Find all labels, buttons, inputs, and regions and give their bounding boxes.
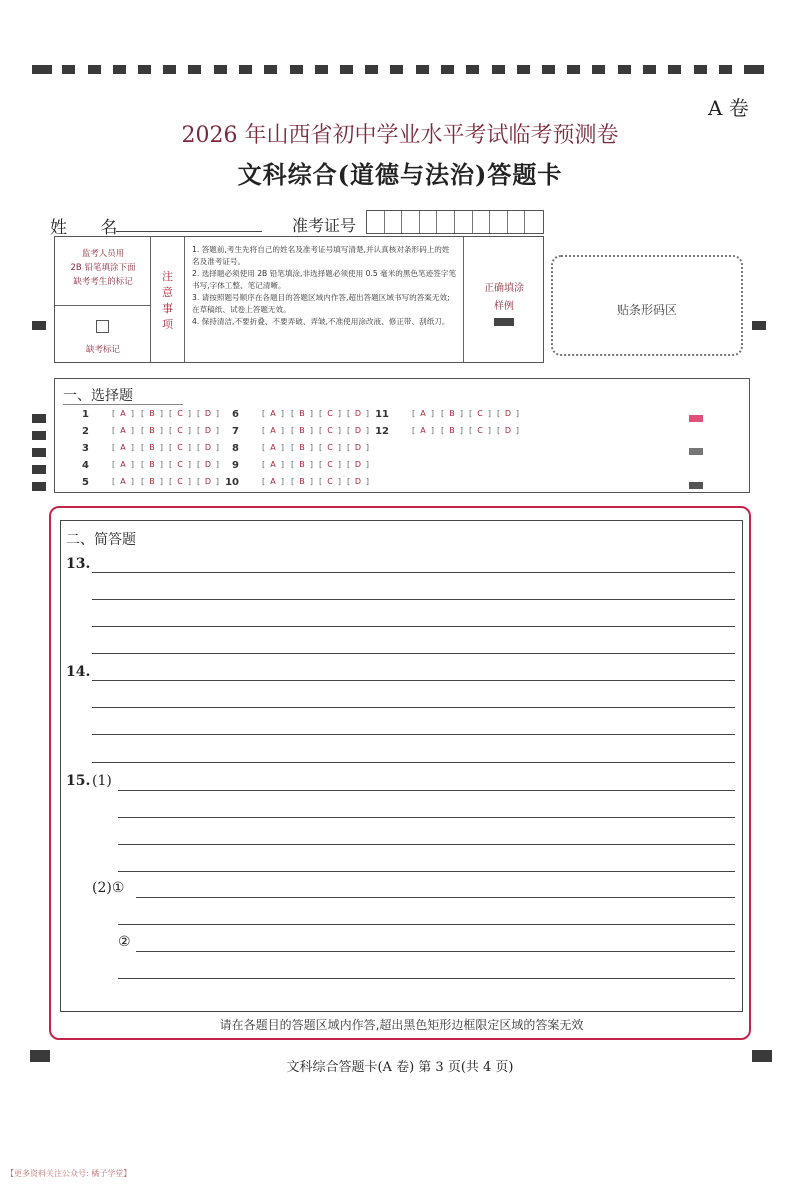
timing-mark	[719, 65, 732, 74]
option-bubble-d[interactable]: [ D ]	[348, 409, 368, 420]
timing-mark	[138, 65, 151, 74]
answer-line[interactable]	[92, 707, 735, 708]
boundary-note: 请在各题目的答题区域内作答,超出黑色矩形边框限定区域的答案无效	[219, 1018, 584, 1032]
mc-question-number: 1	[82, 409, 89, 420]
multiple-choice-section	[54, 378, 750, 493]
mc-question-number: 5	[82, 477, 89, 488]
page-footer: 文科综合答题卡(A 卷) 第 3 页(共 4 页)	[286, 1060, 514, 1075]
mc-title-underline	[63, 404, 183, 405]
timing-mark	[390, 65, 403, 74]
answer-line[interactable]	[92, 762, 735, 763]
option-bubble-a[interactable]: [ A ]	[413, 409, 433, 420]
question-14-number: 14.	[66, 664, 91, 680]
option-bubble-a[interactable]: [ A ]	[413, 426, 433, 437]
option-bubble-a[interactable]: [ A ]	[113, 409, 133, 420]
proctor-instructions: 监考人员用 2B 铅笔填涂下面 缺考考生的标记	[55, 237, 151, 306]
option-bubble-b[interactable]: [ B ]	[142, 426, 162, 437]
option-bubble-c[interactable]: [ C ]	[470, 426, 490, 437]
mc-question	[65, 409, 225, 421]
option-bubble-c[interactable]: [ C ]	[320, 409, 340, 420]
timing-mark	[689, 482, 703, 489]
timing-mark	[466, 65, 479, 74]
option-bubble-a[interactable]: [ A ]	[113, 460, 133, 471]
mc-question	[65, 460, 225, 472]
option-bubble-c[interactable]: [ C ]	[170, 477, 190, 488]
option-bubble-b[interactable]: [ B ]	[442, 426, 462, 437]
answer-line[interactable]	[118, 790, 735, 791]
proctor-cell	[55, 237, 151, 362]
option-bubble-b[interactable]: [ B ]	[292, 426, 312, 437]
timing-mark	[668, 65, 681, 74]
mc-question-number: 8	[232, 443, 239, 454]
timing-mark	[441, 65, 454, 74]
option-bubble-d[interactable]: [ D ]	[498, 426, 518, 437]
timing-mark	[264, 65, 277, 74]
option-bubble-c[interactable]: [ C ]	[170, 426, 190, 437]
answer-line[interactable]	[136, 951, 735, 952]
option-bubble-d[interactable]: [ D ]	[348, 443, 368, 454]
timing-mark	[689, 415, 703, 422]
mc-question-number: 9	[232, 460, 239, 471]
option-bubble-d[interactable]: [ D ]	[198, 460, 218, 471]
answer-line[interactable]	[92, 680, 735, 681]
timing-mark	[32, 448, 46, 457]
mc-question-number: 11	[375, 409, 389, 420]
option-bubble-c[interactable]: [ C ]	[170, 443, 190, 454]
option-bubble-b[interactable]: [ B ]	[292, 460, 312, 471]
question-15-number: 15.	[66, 773, 91, 789]
timing-mark	[694, 65, 707, 74]
mc-question	[215, 409, 375, 421]
mc-question-number: 7	[232, 426, 239, 437]
notes-heading: 注 意 事 项	[151, 237, 185, 362]
mc-question	[65, 426, 225, 438]
option-bubble-a[interactable]: [ A ]	[113, 477, 133, 488]
mc-question	[365, 409, 525, 421]
answer-line[interactable]	[92, 572, 735, 573]
option-bubble-b[interactable]: [ B ]	[292, 409, 312, 420]
option-bubble-c[interactable]: [ C ]	[170, 409, 190, 420]
note-item: 4. 保持清洁,不要折叠、不要弄破、弄皱,不准使用涂改液、修正带、刮纸刀。	[192, 317, 450, 326]
option-bubble-d[interactable]: [ D ]	[198, 477, 218, 488]
mc-question	[215, 443, 375, 455]
mc-question-number: 12	[375, 426, 389, 437]
mc-question	[215, 460, 375, 472]
option-bubble-d[interactable]: [ D ]	[198, 426, 218, 437]
mc-question	[215, 477, 375, 489]
timing-mark	[32, 465, 46, 474]
timing-mark	[88, 65, 101, 74]
exam-id-boxes[interactable]	[366, 210, 544, 234]
option-bubble-b[interactable]: [ B ]	[142, 460, 162, 471]
timing-mark	[163, 65, 176, 74]
timing-mark	[567, 65, 580, 74]
mc-question-number: 6	[232, 409, 239, 420]
option-bubble-b[interactable]: [ B ]	[292, 477, 312, 488]
card-title: 文科综合(道德与法治)答题卡	[237, 160, 563, 189]
timing-mark	[492, 65, 505, 74]
option-bubble-c[interactable]: [ C ]	[320, 460, 340, 471]
answer-line[interactable]	[118, 817, 735, 818]
answer-line[interactable]	[118, 871, 735, 872]
timing-mark	[32, 65, 52, 74]
timing-mark	[315, 65, 328, 74]
mc-question	[65, 477, 225, 489]
timing-mark	[689, 448, 703, 455]
note-item: 2. 选择题必须使用 2B 铅笔填涂,非选择题必须使用 0.5 毫米的黑色笔迹签字笔书写,字体工整、笔记清晰。	[192, 269, 457, 290]
exam-title: 2026 年山西省初中学业水平考试临考预测卷	[181, 123, 619, 148]
paper-version: A 卷	[708, 96, 749, 120]
notes-list	[186, 237, 464, 362]
timing-mark	[113, 65, 126, 74]
correct-fill-sample	[464, 237, 544, 362]
exam-id-label: 准考证号	[292, 216, 357, 235]
timing-mark	[744, 65, 764, 74]
timing-mark	[239, 65, 252, 74]
option-bubble-a[interactable]: [ A ]	[263, 409, 283, 420]
barcode-area	[551, 255, 743, 356]
timing-mark	[752, 321, 766, 330]
mc-title: 一、选择题	[63, 388, 133, 404]
timing-mark	[542, 65, 555, 74]
option-bubble-b[interactable]: [ B ]	[142, 409, 162, 420]
timing-mark	[365, 65, 378, 74]
option-bubble-a[interactable]: [ A ]	[263, 477, 283, 488]
option-bubble-d[interactable]: [ D ]	[348, 477, 368, 488]
question-15-part1: (1)	[92, 773, 112, 789]
mc-question	[365, 426, 525, 438]
timing-mark	[32, 321, 46, 330]
option-bubble-b[interactable]: [ B ]	[442, 409, 462, 420]
mc-question	[65, 443, 225, 455]
mc-question	[215, 426, 375, 438]
option-bubble-c[interactable]: [ C ]	[320, 443, 340, 454]
timing-mark	[340, 65, 353, 74]
option-bubble-b[interactable]: [ B ]	[292, 443, 312, 454]
barcode-label: 贴条形码区	[616, 303, 677, 317]
option-bubble-d[interactable]: [ D ]	[198, 443, 218, 454]
option-bubble-c[interactable]: [ C ]	[320, 477, 340, 488]
timing-mark	[188, 65, 201, 74]
mc-question-number: 10	[225, 477, 239, 488]
option-bubble-a[interactable]: [ A ]	[113, 426, 133, 437]
option-bubble-d[interactable]: [ D ]	[348, 426, 368, 437]
short-answer-section	[60, 520, 743, 1012]
option-bubble-b[interactable]: [ B ]	[142, 443, 162, 454]
question-15-part2-sub: ②	[118, 934, 131, 950]
answer-line[interactable]	[136, 897, 735, 898]
absent-checkbox[interactable]	[96, 320, 109, 333]
answer-line[interactable]	[118, 978, 735, 979]
question-13-number: 13.	[66, 556, 91, 572]
notice-panel	[54, 236, 544, 363]
timing-mark	[592, 65, 605, 74]
timing-mark	[62, 65, 75, 74]
option-bubble-c[interactable]: [ C ]	[470, 409, 490, 420]
option-bubble-c[interactable]: [ C ]	[170, 460, 190, 471]
option-bubble-d[interactable]: [ D ]	[348, 460, 368, 471]
timing-mark	[517, 65, 530, 74]
answer-line[interactable]	[118, 844, 735, 845]
timing-mark	[643, 65, 656, 74]
timing-mark	[290, 65, 303, 74]
option-bubble-d[interactable]: [ D ]	[498, 409, 518, 420]
option-bubble-a[interactable]: [ A ]	[263, 426, 283, 437]
name-label: 姓 名	[50, 218, 132, 238]
watermark: 【更多资料关注公众号: 橘子学堂】	[6, 1169, 132, 1178]
answer-line[interactable]	[118, 924, 735, 925]
timing-mark	[618, 65, 631, 74]
sample-label: 样例	[494, 301, 514, 312]
answer-line[interactable]	[92, 653, 735, 654]
answer-line[interactable]	[92, 626, 735, 627]
answer-line[interactable]	[92, 734, 735, 735]
option-bubble-b[interactable]: [ B ]	[142, 477, 162, 488]
mc-question-number: 4	[82, 460, 89, 471]
answer-line[interactable]	[92, 599, 735, 600]
timing-mark	[32, 414, 46, 423]
timing-mark	[416, 65, 429, 74]
option-bubble-c[interactable]: [ C ]	[320, 426, 340, 437]
timing-mark	[32, 431, 46, 440]
timing-mark	[32, 482, 46, 491]
sa-title: 二、简答题	[66, 532, 136, 548]
absent-label: 缺考标记	[85, 345, 120, 355]
filled-bubble-sample	[494, 318, 514, 326]
mc-question-number: 2	[82, 426, 89, 437]
timing-mark	[214, 65, 227, 74]
name-field[interactable]	[116, 231, 262, 232]
option-bubble-a[interactable]: [ A ]	[113, 443, 133, 454]
option-bubble-a[interactable]: [ A ]	[263, 460, 283, 471]
note-item: 3. 请按照题号顺序在各题目的答题区域内作答,超出答题区域书写的答案无效;在草稿纸、试卷上答题无效。	[192, 293, 450, 314]
mc-question-number: 3	[82, 443, 89, 454]
option-bubble-a[interactable]: [ A ]	[263, 443, 283, 454]
note-item: 1. 答题前,考生先将自己的姓名及准考证号填写清楚,并认真核对条形码上的姓名及准考证号。	[192, 245, 450, 266]
correct-fill-label: 正确填涂	[484, 283, 524, 294]
option-bubble-d[interactable]: [ D ]	[198, 409, 218, 420]
question-15-part2: (2)①	[92, 880, 125, 896]
